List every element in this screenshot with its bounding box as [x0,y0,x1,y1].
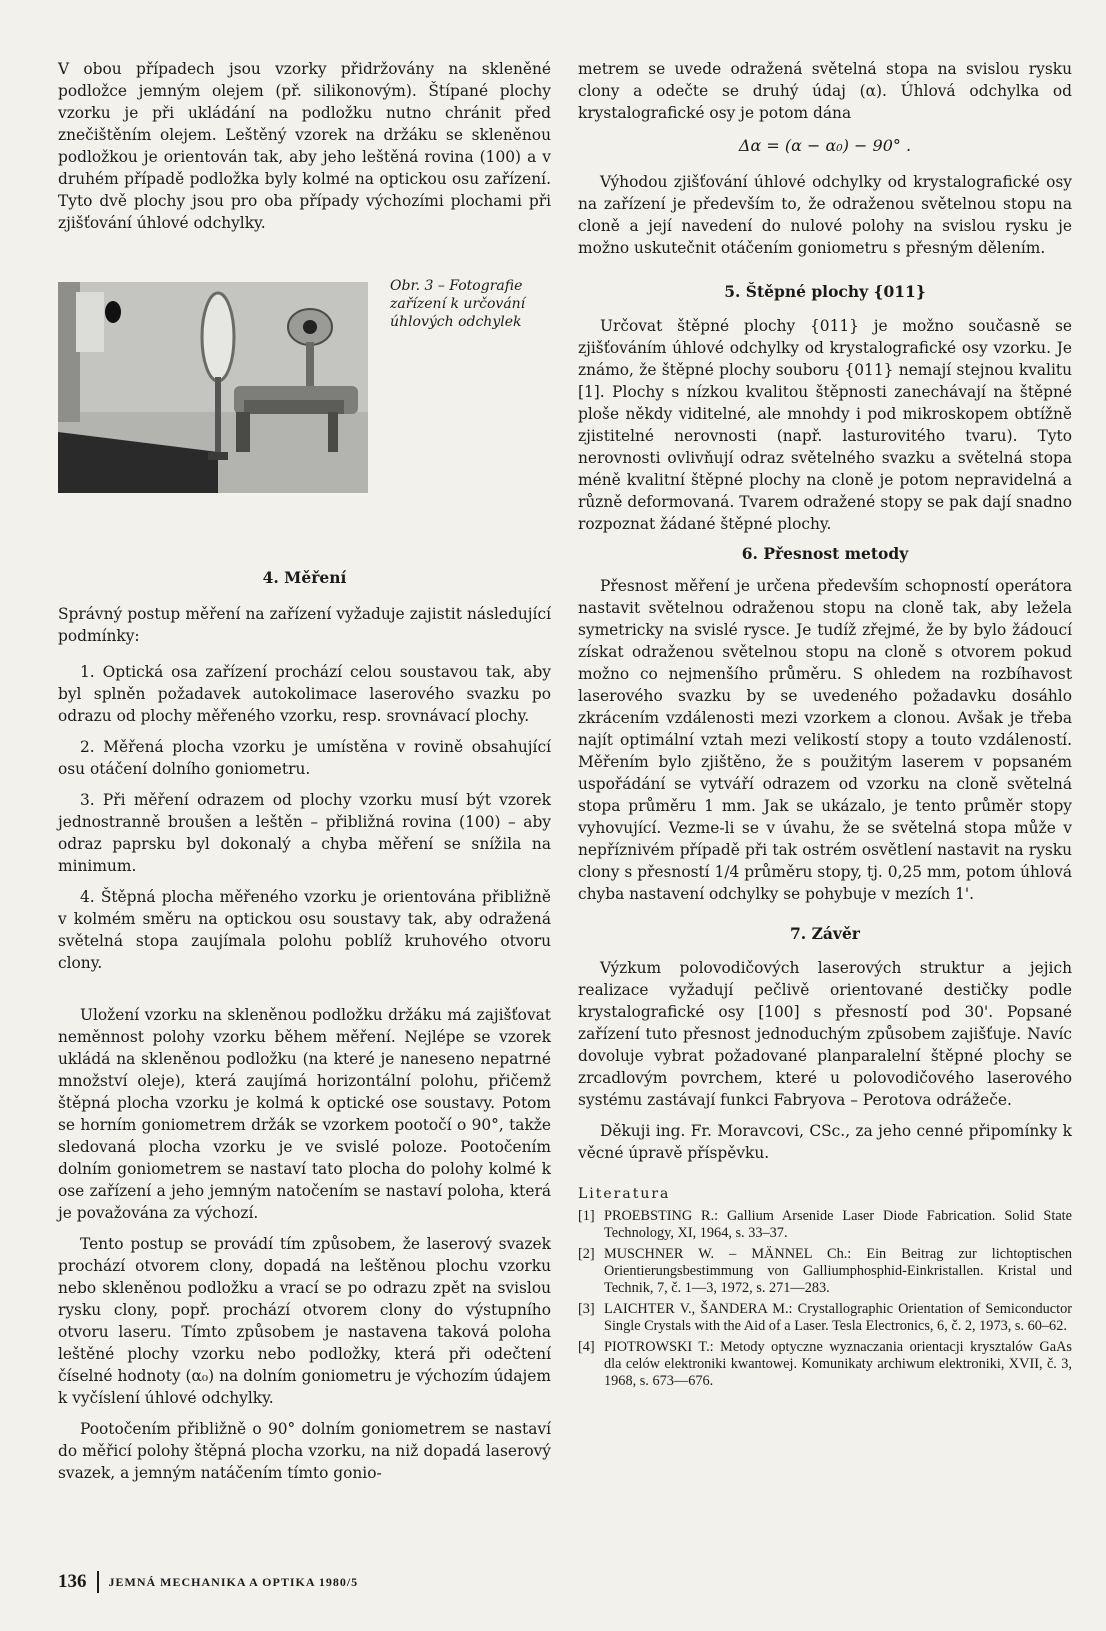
left-column [58,58,551,1484]
section-heading-5: 5. Štěpné plochy {011} [724,282,926,301]
reference-item: [3] LAICHTER V., ŠANDERA M.: Crystallographic Orientation of Semiconductor Single Crystals with the Aid of a Laser. Tesla Electronics, 6, č. 2, 1973, s. 60–62. [578,1301,1072,1334]
section-heading-6: 6. Přesnost metody [741,544,909,563]
page-number: 136 [58,1571,87,1592]
reference-item: [2] MUSCHNER W. – MÄNNEL Ch.: Ein Beitrag zur lichtoptischen Orientierungsbestimmung von Galliumphosphid-Einkristallen. Kristal und Technik, 7, č. 1—3, 1972, s. 271—283. [578,1246,1072,1296]
journal-name: JEMNÁ MECHANIKA A OPTIKA 1980/5 [108,1574,359,1589]
paragraph: Výhodou zjišťování úhlové odchylky od krystalografické osy na zařízení je především to, že odraženou světelnou stopu na cloně a její navedení do nulové polohy na svislou rysku je možno uskutečnit otáčením goniometru s přesným dělením. [578,173,1072,257]
section-heading-7: 7. Závěr [790,924,860,943]
footer-divider [97,1571,99,1593]
paragraph: V obou případech jsou vzorky přidržovány na skleněné podložce jemným olejem (př. silikonovým). Štípané plochy vzorku je při ukládání na podložku nutno chránit před znečištěním olejem. Leštěný vzorek na držáku se skleněnou podložkou je orientován tak, aby jeho leštěná rovina (100) a v druhém případě podložka byly kolmé na optickou osu zařízení. Tyto dvě plochy jsou pro oba případy výchozími plochami při zjišťování úhlové odchylky. [58,60,551,232]
paragraph: Tento postup se provádí tím způsobem, že laserový svazek prochází otvorem clony, dopadá na leštěnou plochu vzorku nebo skleněnou podložku a vrací se po odrazu zpět na svislou rysku clony, popř. prochází otvorem clony do výstupního otvoru laseru. Tímto způsobem je nastavena taková poloha leštěné plochy vzorku nebo podložky, která při odečtení číselné hodnoty (α₀) na dolním goniometru je výchozím údajem k vyčíslení úhlové odchylky. [58,1235,551,1407]
section-heading-4: 4. Měření [262,568,347,587]
apparatus-illustration [58,282,368,493]
paragraph: Výzkum polovodičových laserových struktur a jejich realizace vyžadují pečlivě orientované destičky podle krystalografické osy [100] s přesností pod 30'. Popsané zařízení tuto přesnost jednoduchým způsobem zajišťuje. Navíc dovoluje vybrat požadované planparalelní štěpné plochy se zrcadlovým povrchem, které u polovodičového laserového systému zastávají funkci Fabryova – Perotova odrážeče. [578,959,1072,1109]
paragraph: Určovat štěpné plochy {011} je možno současně se zjišťováním úhlové odchylky od krystalografické osy vzorku. Je známo, že štěpné plochy souboru {011} nemají stejnou kvalitu [1]. Plochy s nízkou kvalitou štěpnosti zanechávají na štěpné ploše někdy viditelné, ale mnohdy i pod mikroskopem obtížně zjistitelné nerovnosti (např. lasturovitého tvaru). Tyto nerovnosti ovlivňují odraz světelného svazku a světelná stopa méně kvalitní štěpné plochy na cloně je potom nepravidelná a různě deformovaná. Tvarem odražené stopy se pak dají snadno rozpoznat žádané štěpné plochy. [578,317,1072,533]
condition-4: 4. Štěpná plocha měřeného vzorku je orientována přibližně v kolmém směru na optickou osu soustavy tak, aby odražená světelná stopa zaujímala polohu poblíž kruhového otvoru clony. [58,888,551,972]
references-heading: Literatura [578,1186,671,1202]
apparatus-photo [58,282,368,493]
paragraph: metrem se uvede odražená světelná stopa na svislou rysku clony a odečte se druhý údaj (α). Úhlová odchylka od krystalografické osy je potom dána [578,60,1072,122]
paragraph: Přesnost měření je určena především schopností operátora nastavit světelnou odraženou stopu na cloně tak, aby ležela symetricky na svislé rysce. Je tudíž zřejmé, že by bylo žádoucí získat odraženou světelnou stopu na cloně s otvorem pokud možno co nejmenšího průměru. S ohledem na rozbíhavost laserového svazku by se uvedeného požadavku dosáhlo zkrácením vzdálenosti mezi vzorkem a clonou. Avšak je třeba najít optimální vztah mezi velikostí stopy a touto vzdáleností. Měřením bylo zjištěno, že s použitým laserem v popsaném uspořádání se vytváří odrazem od vzorku na cloně světelná stopa průměru 1 mm. Jak se ukázalo, je tento průměr stopy vyhovující. Vezme-li se v úvahu, že se světelná stopa může v nepříznivém případě při tak ostrém osvětlení nastavit na rysku clony s přesností 1/4 průměru stopy, tj. 0,25 mm, potom úhlová chyba nastavení odchylky se pohybuje v mezích 1'. [578,577,1072,903]
figure-caption: Obr. 3 – Fotografie zařízení k určování úhlových odchylek [390,278,526,330]
page-footer [58,1571,358,1593]
figure [58,278,551,567]
paragraph: Pootočením přibližně o 90° dolním goniometrem se nastaví do měřicí polohy štěpná plocha vzorku, na niž dopadá laserový svazek, a jemným natáčením tímto gonio- [58,1420,551,1482]
reference-item: [4] PIOTROWSKI T.: Metody optyczne wyznaczania orientacji krysztalów GaAs dla celów elektroniki kwantowej. Komunikaty archiwum elektroniki, XVII, č. 3, 1968, s. 673—676. [578,1339,1072,1389]
formula: Δα = (α − α₀) − 90° . [738,136,912,155]
paragraph: Správný postup měření na zařízení vyžaduje zajistit následující podmínky: [58,605,551,645]
condition-3: 3. Při měření odrazem od plochy vzorku musí být vzorek jednostranně broušen a leštěn – přibližná rovina (100) – aby odraz paprsku byl dokonalý a chyba měření se snížila na minimum. [58,791,551,875]
reference-item: [1] PROEBSTING R.: Gallium Arsenide Laser Diode Fabrication. Solid State Technology, XI, 1964, s. 33–37. [578,1208,1072,1241]
acknowledgement: Děkuji ing. Fr. Moravcovi, CSc., za jeho cenné připomínky k věcné úpravě příspěvku. [578,1122,1072,1162]
condition-2: 2. Měřená plocha vzorku je umístěna v rovině obsahující osu otáčení dolního goniometru. [58,738,551,778]
paragraph: Uložení vzorku na skleněnou podložku držáku má zajišťovat neměnnost polohy vzorku během měření. Nejlépe se vzorek ukládá na skleněnou podložku (na které je naneseno nepatrné množství oleje), která zaujímá horizontální polohu, přičemž štěpná plocha vzorku je kolmá k optické ose soustavy. Potom se horním goniometrem držák se vzorkem pootočí o 90°, takže sledovaná plocha vzorku je ve svislé poloze. Pootočením dolním goniometrem se nastaví tato plocha do polohy kolmé k ose zařízení a jeho jemným natočením se nastaví poloha, která je považována za výchozí. [58,1006,551,1222]
right-column [578,58,1072,1394]
condition-1: 1. Optická osa zařízení prochází celou soustavou tak, aby byl splněn požadavek autokolimace laserového svazku po odrazu od plochy měřeného vzorku, resp. srovnávací plochy. [58,663,551,725]
